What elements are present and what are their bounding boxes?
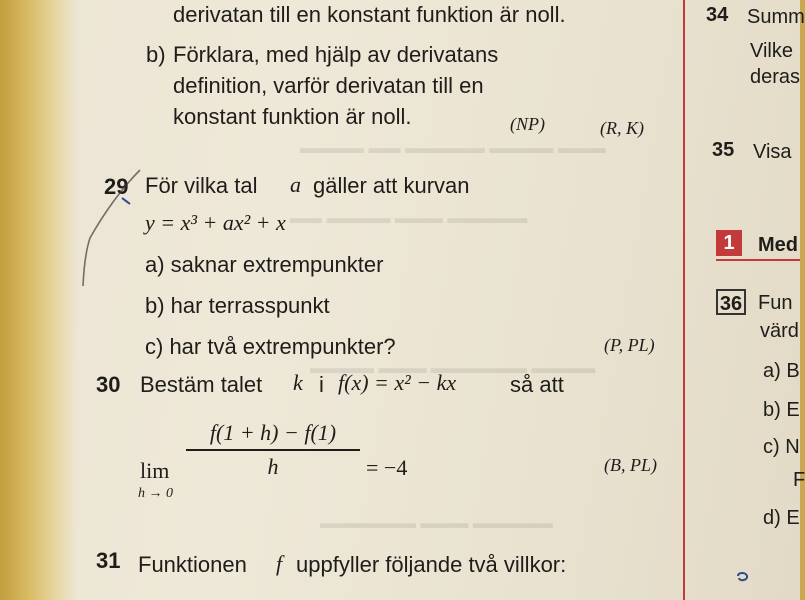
problem-36-number: 36 [716,289,746,315]
item-b-line3: konstant funktion är noll. [173,104,412,129]
problem-30-tag: (B, PL) [604,455,657,475]
page-gutter-shadow [0,0,78,600]
problem-36-text: Fun [758,292,793,314]
section-title: Med [758,234,798,256]
problem-29-tag: (P, PL) [604,335,655,355]
item-b-tag-np: (NP) [510,114,545,134]
item-b-line1: Förklara, med hjälp av derivatans [173,42,499,67]
problem-31-number: 31 [96,548,121,573]
problem-29-text-after: gäller att kurvan [313,173,470,198]
problem-30-text-after: så att [510,372,564,397]
problem-30-text-before: Bestäm talet [140,372,263,397]
column-divider [683,0,685,600]
problem-36-item-b: b) E [763,399,800,421]
section-number-badge: 1 [716,230,742,256]
problem-30-text-mid: i [319,372,324,397]
show-through-text: ▬▬▬▬▬ ▬▬▬ ▬▬▬▬▬▬ [320,515,553,532]
problem-34-line2: Vilke [750,40,793,62]
section-underline [716,259,800,261]
problem-31-text-before: Funktionen [138,552,247,577]
problem-31-text-after: uppfyller följande två villkor: [296,552,567,577]
problem-29-equation: y = x³ + ax² + x [145,210,286,235]
problem-29-text-before: För vilka tal [145,173,258,198]
problem-36-line2: värd [760,320,799,342]
problem-34-line3: deras [750,66,801,88]
show-through-text: ▬▬▬▬▬ ▬▬▬ ▬▬▬▬ ▬▬ [290,210,528,227]
problem-36-item-c: c) N [763,436,800,458]
limit-label: lim [140,458,170,483]
pencil-mark-icon [82,168,142,288]
fraction-numerator: f(1 + h) − f(1) [209,420,337,445]
show-through-text: ▬▬▬▬ ▬▬▬▬▬▬ ▬▬▬ ▬▬▬▬ [310,360,596,377]
problem-29-number: 29 [104,174,129,199]
problem-29-item-a: a) saknar extrempunkter [145,252,384,277]
difference-quotient [186,420,360,480]
problem-34-number: 34 [706,4,729,26]
problem-31-var: f [276,551,283,576]
fraction-denominator: h [267,454,279,479]
problem-34-text: Summ [747,6,805,28]
problem-30-number: 30 [96,372,121,397]
item-b-label: b) [146,42,166,67]
problem-36-item-c-cont: F [793,469,805,491]
item-b-tag-rk: (R, K) [600,118,644,138]
item-b-line2: definition, varför derivatan till en [173,73,484,98]
line-top: derivatan till en konstant funktion är noll. [173,2,566,27]
limit-subscript: h → 0 [138,486,173,501]
problem-29-item-b: b) har terrasspunkt [145,293,330,318]
problem-30-var: k [293,370,303,395]
problem-36-item-d: d) E [763,507,800,529]
problem-29-var: a [290,172,301,197]
show-through-text: ▬▬▬ ▬▬▬▬ ▬▬▬▬▬ ▬▬ ▬▬▬▬ [300,140,606,157]
limit-rhs: = −4 [366,455,408,480]
pen-doodle-icon [735,570,751,584]
problem-36-item-a: a) B [763,360,800,382]
problem-35-text: Visa [753,141,792,163]
problem-35-number: 35 [712,139,735,161]
problem-30-function: f(x) = x² − kx [338,370,457,395]
problem-29-item-c: c) har två extrempunkter? [145,334,396,359]
fraction-bar [186,449,360,451]
